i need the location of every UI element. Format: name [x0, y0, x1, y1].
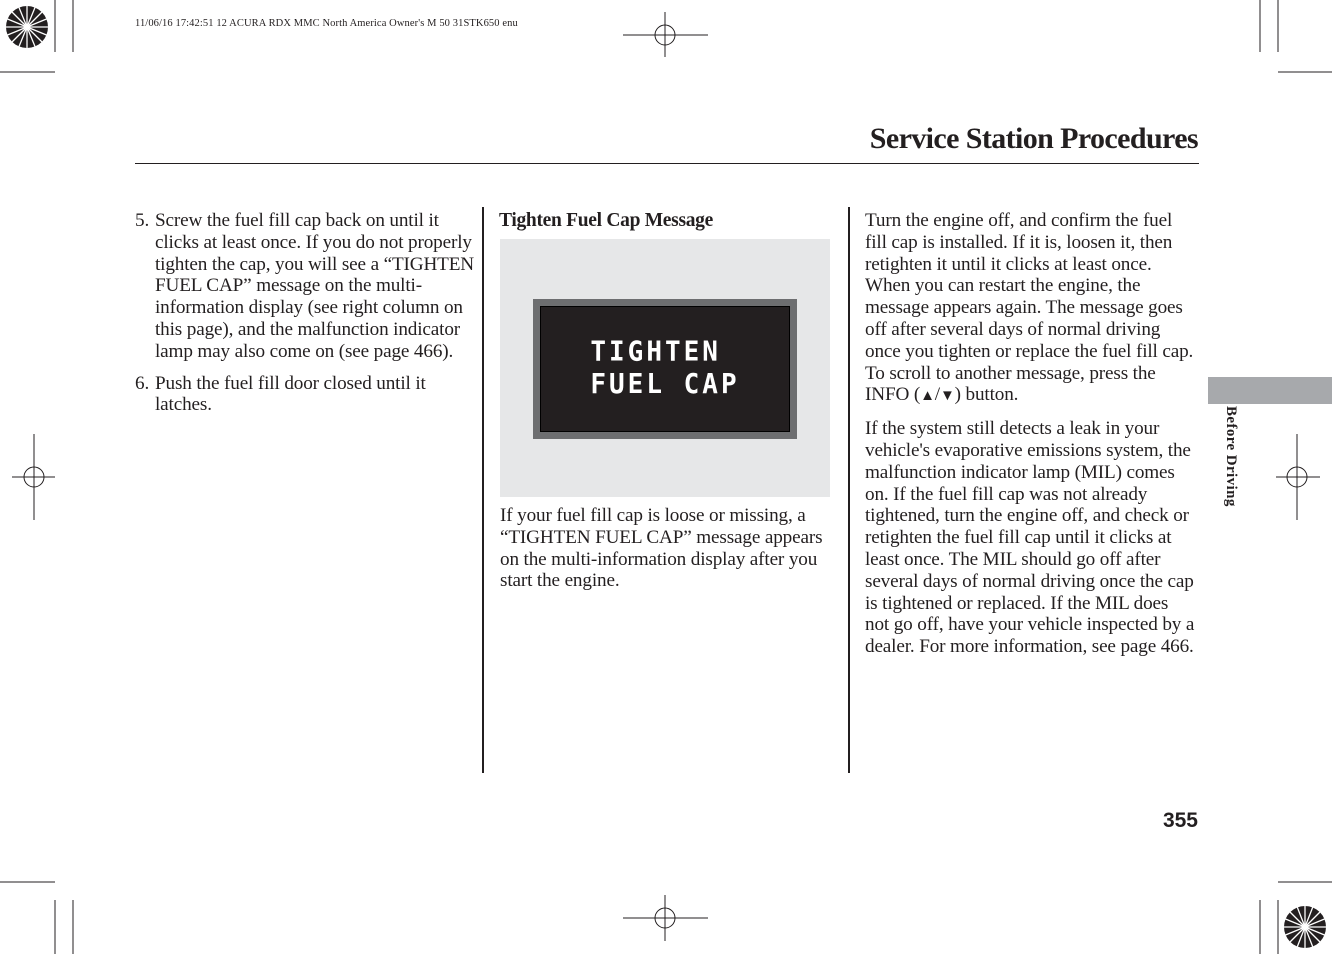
- step-text: Screw the fuel fill cap back on until it clicks at least once. If you do not properly tighten the cap, you will see a “TIGHTEN FUEL CAP” message on the multi-information display (see right column on this page), and the malfunction indicator lamp may also come on (see page 466).: [155, 210, 475, 362]
- paragraph-text: Turn the engine off, and confirm the fuel fill cap is installed. If it is, loosen it, then retighten it until it clicks at least once. When you can restart the engine, the message appears again. The message goes off after several days of normal driving once you tighten or replace the fuel fill cap. To scroll to another message, press the INFO (: [865, 210, 1194, 406]
- step-number: 6.: [135, 372, 150, 394]
- step-item: [135, 210, 475, 363]
- slash-text: /: [934, 384, 940, 406]
- section-heading: Tighten Fuel Cap Message: [499, 210, 713, 231]
- instruction-steps: [135, 210, 475, 426]
- print-slug: 11/06/16 17:42:51 12 ACURA RDX MMC North America Owner's M 50 31STK650 enu: [135, 18, 518, 29]
- right-column: [865, 210, 1195, 668]
- instructions-paragraph: [865, 210, 1195, 408]
- column-divider: [482, 207, 484, 773]
- page-number: 355: [1162, 809, 1198, 832]
- message-description: If your fuel fill cap is loose or missing, a “TIGHTEN FUEL CAP” message appears on the multi-information display after you start the engine.: [500, 505, 823, 592]
- arrow-up-icon: ▲: [920, 388, 935, 405]
- page-title: Service Station Procedures: [869, 122, 1198, 155]
- column-divider: [848, 207, 850, 773]
- mil-paragraph: If the system still detects a leak in your vehicle's evaporative emissions system, the malfunction indicator lamp (MIL) comes on. If the fuel fill cap was not already tightened, turn the engine off, and check or retighten the fuel fill cap until it clicks at least once. The MIL should go off after several days of normal driving once the cap is tightened or replaced. If the MIL does not go off, have your vehicle inspected by a dealer. For more information, see page 466.: [865, 418, 1195, 658]
- display-illustration: [500, 239, 830, 497]
- arrow-down-icon: ▼: [939, 388, 955, 405]
- section-tab-label: Before Driving: [1223, 406, 1239, 507]
- paragraph-text: ) button.: [954, 384, 1019, 406]
- display-message: TIGHTEN FUEL CAP: [590, 336, 740, 401]
- display-frame: [533, 299, 797, 439]
- step-text: Push the fuel fill door closed until it latches.: [155, 372, 426, 416]
- step-item: [135, 373, 475, 417]
- multi-information-display: [540, 306, 790, 432]
- section-tab: [1208, 377, 1332, 404]
- step-number: 5.: [135, 210, 150, 231]
- header-rule: [135, 163, 1199, 164]
